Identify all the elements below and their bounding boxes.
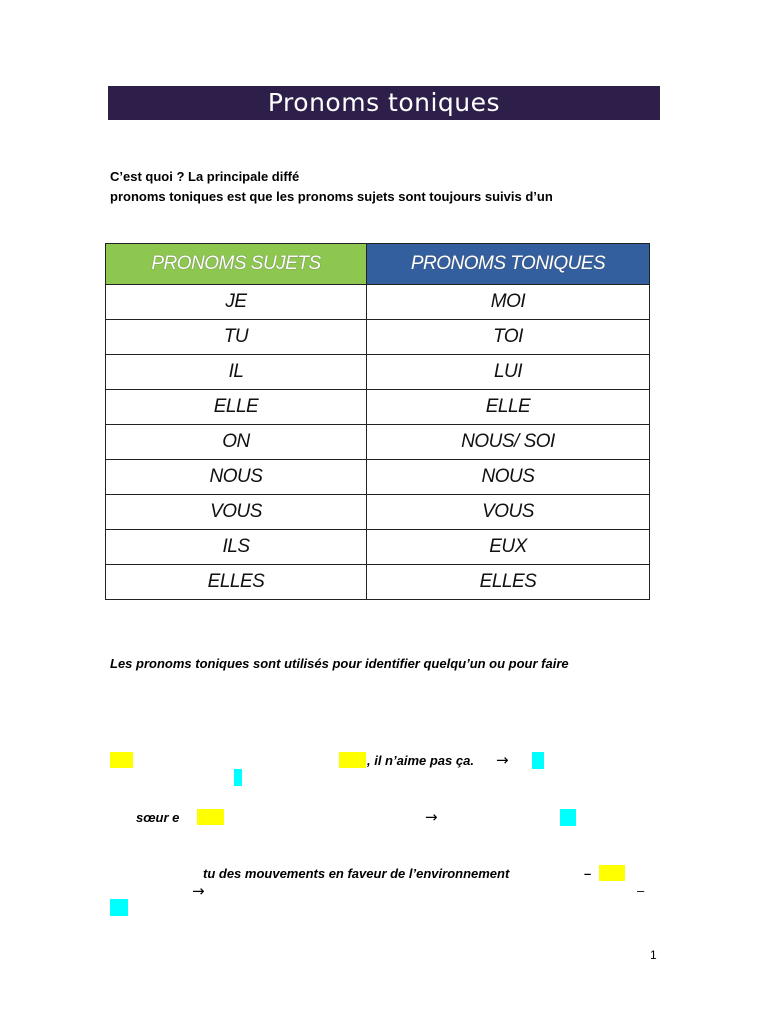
subject-pronoun: ON [106, 425, 367, 460]
page-number: 1 [650, 948, 657, 962]
table-row [106, 390, 650, 425]
table-row [106, 285, 650, 320]
highlight-blank [110, 899, 128, 916]
highlight-blank [339, 752, 366, 768]
page-title: Pronoms toniques [108, 86, 660, 120]
table-row [106, 425, 650, 460]
tonic-pronoun: ELLE [367, 390, 650, 425]
table-row [106, 355, 650, 390]
table-row [106, 530, 650, 565]
subject-pronoun: ELLES [106, 565, 367, 600]
header-tonic-pronouns: PRONOMS TONIQUES [367, 244, 650, 285]
highlight-blank [110, 752, 133, 768]
table-row [106, 320, 650, 355]
dash-separator: – [637, 883, 645, 898]
highlight-blank [234, 769, 242, 786]
intro-line-1: C’est quoi ? La principale diffé [110, 169, 300, 184]
highlight-blank [599, 865, 625, 881]
usage-sentence: Les pronoms toniques sont utilisés pour identifier quelqu’un ou pour faire [110, 656, 569, 671]
example-2-text: sœur e [136, 810, 180, 825]
tonic-pronoun: NOUS [367, 460, 650, 495]
subject-pronoun: ILS [106, 530, 367, 565]
intro-paragraph [110, 167, 670, 207]
table-row [106, 565, 650, 600]
highlight-blank [532, 752, 544, 769]
subject-pronoun: NOUS [106, 460, 367, 495]
tonic-pronoun: NOUS/ SOI [367, 425, 650, 460]
tonic-pronoun: EUX [367, 530, 650, 565]
tonic-pronoun: TOI [367, 320, 650, 355]
arrow-icon: → [496, 751, 509, 769]
example-1-text: , il n’aime pas ça. [367, 753, 474, 768]
table-row [106, 460, 650, 495]
tonic-pronoun: VOUS [367, 495, 650, 530]
subject-pronoun: VOUS [106, 495, 367, 530]
pronoun-table [105, 243, 650, 600]
subject-pronoun: IL [106, 355, 367, 390]
tonic-pronoun: ELLES [367, 565, 650, 600]
tonic-pronoun: MOI [367, 285, 650, 320]
table-header-row [106, 244, 650, 285]
intro-line-2: pronoms toniques est que les pronoms sujets sont toujours suivis d’un [110, 189, 553, 204]
subject-pronoun: TU [106, 320, 367, 355]
table-row [106, 495, 650, 530]
highlight-blank [560, 809, 576, 826]
dash-separator: – [584, 866, 592, 881]
arrow-icon: → [192, 882, 205, 900]
tonic-pronoun: LUI [367, 355, 650, 390]
subject-pronoun: JE [106, 285, 367, 320]
arrow-icon: → [425, 808, 438, 826]
highlight-blank [197, 809, 224, 825]
header-subject-pronouns: PRONOMS SUJETS [106, 244, 367, 285]
example-3-text: tu des mouvements en faveur de l’environnement [203, 866, 510, 881]
subject-pronoun: ELLE [106, 390, 367, 425]
